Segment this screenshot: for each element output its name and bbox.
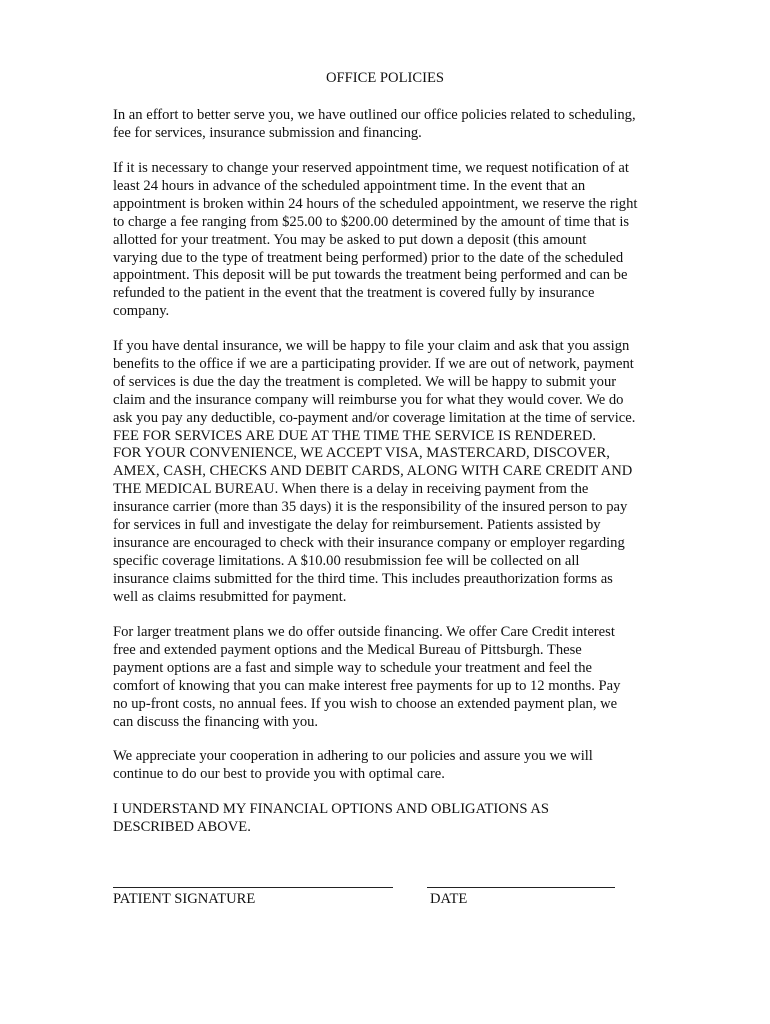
appreciation-paragraph: We appreciate your cooperation in adhering to our policies and assure you we will continue to do our best to provide you with optimal care. <box>113 748 593 782</box>
appointment-policy-paragraph: If it is necessary to change your reserved appointment time, we request notification of at least 24 hours in advance of the scheduled appointment time. In the event that an appointment is broken within 24 hours of the scheduled appointment, we reserve the right to charge a fee ranging from $25.00 to $200.00 determined by the amount of time that is allotted for your treatment. You may be asked to put down a deposit (this amount varying due to the type of treatment being performed) prior to the date of the scheduled appointment. This deposit will be put towards the treatment being performed and can be refunded to the patient in the event that the treatment is covered fully by insurance company. <box>113 160 638 320</box>
date-label: DATE <box>430 891 468 907</box>
insurance-policy-paragraph: If you have dental insurance, we will be happy to file your claim and ask that you assign benefits to the office if we are a participating provider. If we are out of network, payment of services is due the day the treatment is completed. We will be happy to submit your claim and the insurance company will reimburse you for what they would cover. We do ask you pay any deductible, co-payment and/or coverage limitation at the time of service. FEE FOR SERVICES ARE DUE AT THE TIME THE SERVICE IS RENDERED. FOR YOUR CONVENIENCE, WE ACCEPT VISA, MASTERCARD, DISCOVER, AMEX, CASH, CHECKS AND DEBIT CARDS, ALONG WITH CARE CREDIT AND THE MEDICAL BUREAU. When there is a delay in receiving payment from the insurance carrier (more than 35 days) it is the responsibility of the insured person to pay for services in full and investigate the delay for reimbursement. Patients assisted by insurance are encouraged to check with their insurance company or employer regarding specific coverage limitations. A $10.00 resubmission fee will be collected on all insurance claims submitted for the third time. This includes preauthorization forms as well as claims resubmitted for payment. <box>113 338 636 605</box>
intro-paragraph: In an effort to better serve you, we have outlined our office policies related to scheduling, fee for services, insurance submission and financing. <box>113 107 636 141</box>
acknowledgement-paragraph: I UNDERSTAND MY FINANCIAL OPTIONS AND OBLIGATIONS AS DESCRIBED ABOVE. <box>113 801 549 835</box>
page-title: OFFICE POLICIES <box>326 70 444 86</box>
patient-signature-label: PATIENT SIGNATURE <box>113 891 256 907</box>
date-signature-line[interactable] <box>427 887 615 888</box>
financing-paragraph: For larger treatment plans we do offer outside financing. We offer Care Credit interest free and extended payment options and the Medical Bureau of Pittsburgh. These payment options are a fast and simple way to schedule your treatment and feel the comfort of knowing that you can make interest free payments for up to 12 months. Pay no up-front costs, no annual fees. If you wish to choose an extended payment plan, we can discuss the financing with you. <box>113 624 621 730</box>
patient-signature-line[interactable] <box>113 887 393 888</box>
